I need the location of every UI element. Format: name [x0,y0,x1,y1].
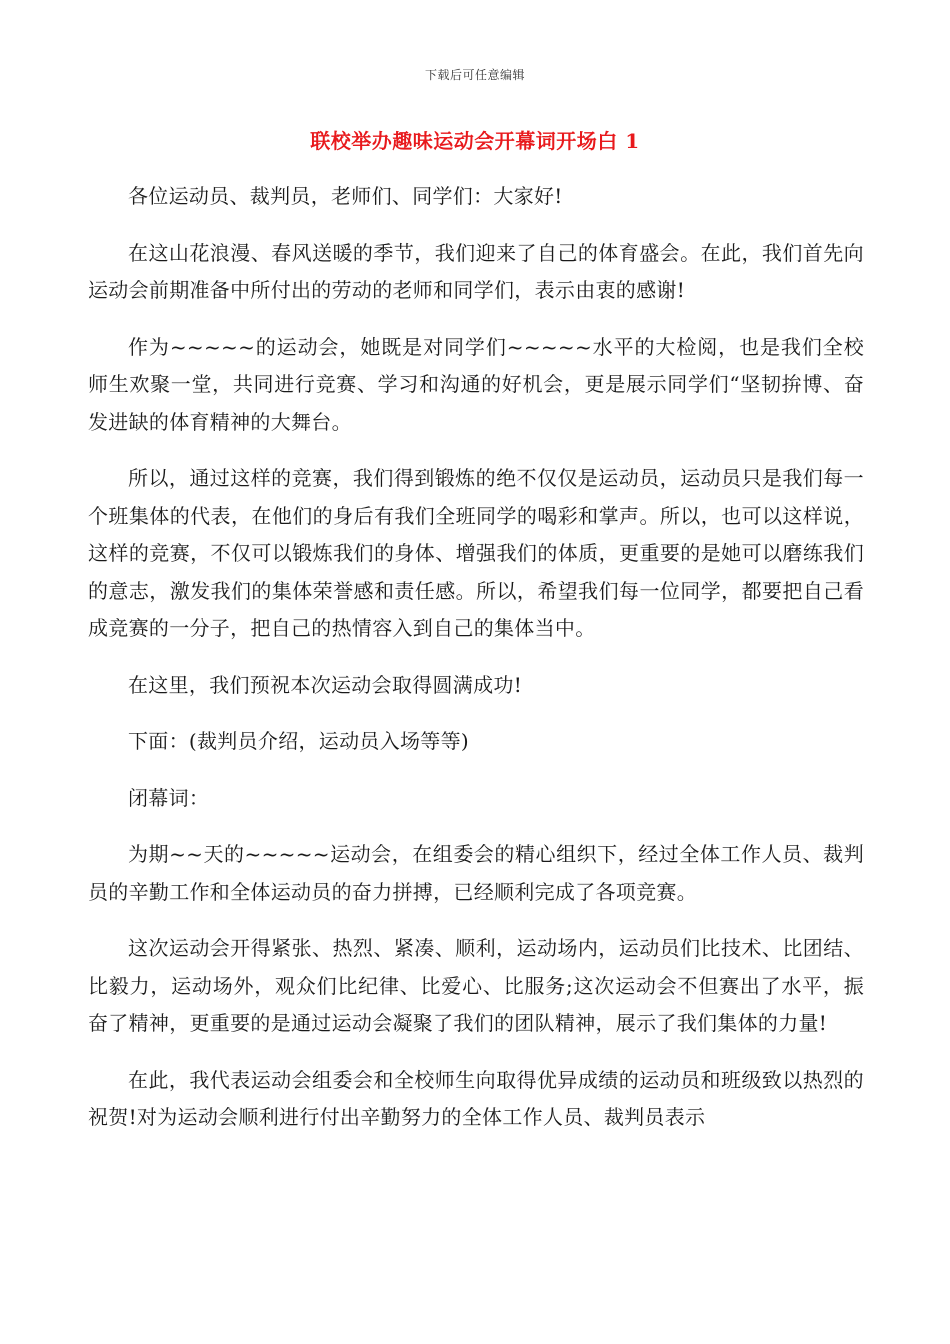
paragraph-closing-heading: 闭幕词： [128,785,210,810]
paragraph-closing-summary: 为期~~天的~~~~~运动会，在组委会的精心组织下，经过全体工作人员、裁判员的辛勤工作和全体运动员的奋力拼搏，已经顺利完成了各项竞赛。 [88,842,864,904]
paragraph-closing-congratulations: 在此，我代表运动会组委会和全校师生向取得优异成绩的运动员和班级致以热烈的祝贺!对为运动会顺利进行付出辛勤努力的全体工作人员、裁判员表示 [88,1067,864,1129]
paragraph-significance: 作为~~~~~的运动会，她既是对同学们~~~~~水平的大检阅，也是我们全校师生欢聚一堂，共同进行竞赛、学习和沟通的好机会，更是展示同学们“坚韧拚博、奋发进缺的体育精神的大舞台。 [88,334,864,434]
paragraph-greeting: 各位运动员、裁判员，老师们、同学们：大家好! [128,184,563,208]
document-title: 联校举办趣味运动会开幕词开场白 1 [310,129,640,153]
paragraph-thanks: 在这山花浪漫、春风送暖的季节，我们迎来了自己的体育盛会。在此，我们首先向运动会前期准备中所付出的劳动的老师和同学们，表示由衷的感谢! [88,240,864,302]
paragraph-next-steps: 下面：(裁判员介绍，运动员入场等等) [128,729,470,753]
document-body [88,178,864,1156]
paragraph-teamwork: 所以，通过这样的竞赛，我们得到锻炼的绝不仅仅是运动员，运动员只是我们每一个班集体的代表，在他们的身后有我们全班同学的喝彩和掌声。所以，也可以这样说，这样的竞赛，不仅可以锻炼我们的身体、增强我们的体质，更重要的是她可以磨练我们的意志，激发我们的集体荣誉感和责任感。所以，希望我们每一位同学，都要把自己看成竞赛的一分子，把自己的热情容入到自己的集体当中。 [88,466,864,640]
header-note: 下载后可任意编辑 [424,68,525,82]
paragraph-closing-review: 这次运动会开得紧张、热烈、紧凑、顺利，运动场内，运动员们比技术、比团结、比毅力，运动场外，观众们比纪律、比爱心、比服务;这次运动会不但赛出了水平，振奋了精神，更重要的是通过运动会凝聚了我们的团队精神，展示了我们集体的力量! [88,936,864,1035]
paragraph-wish-success: 在这里，我们预祝本次运动会取得圆满成功! [128,672,523,697]
